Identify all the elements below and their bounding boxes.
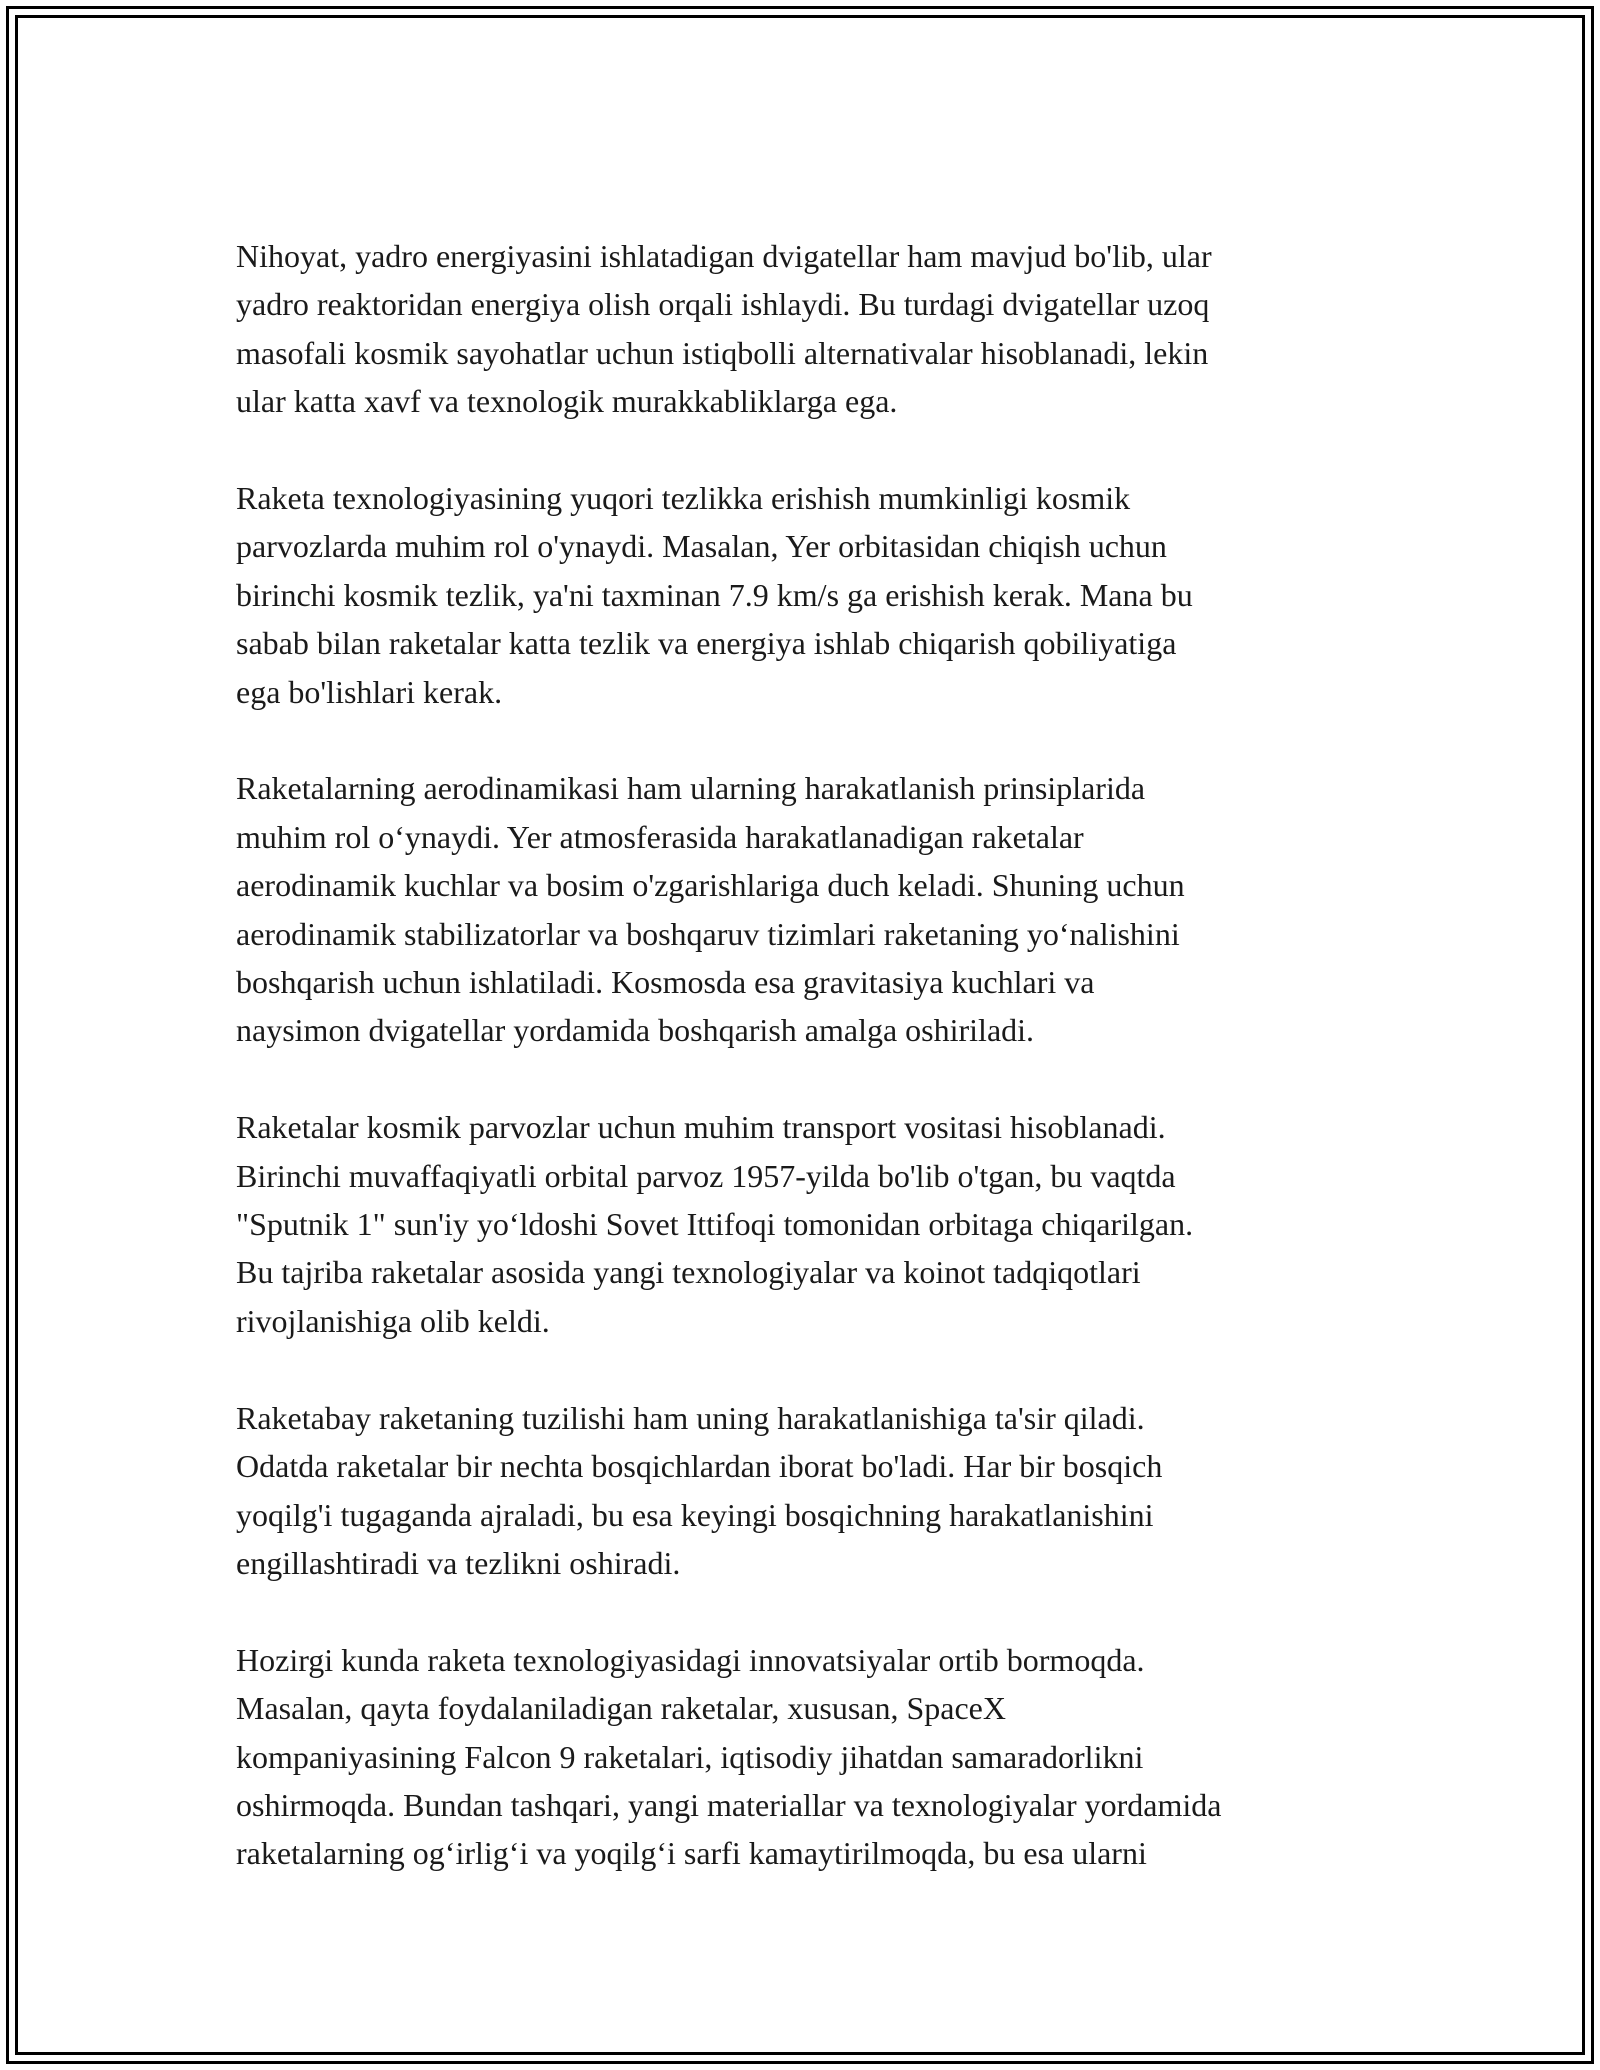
text-line: ular katta xavf va texnologik murakkabliklarga ega. [236,383,898,420]
text-line: Raketabay raketaning tuzilishi ham uning harakatlanishiga ta'sir qiladi. [236,1399,1145,1436]
text-line: Birinchi muvaffaqiyatli orbital parvoz 1957-yilda bo'lib o'tgan, bu vaqtda [236,1157,1176,1194]
text-line: parvozlarda muhim rol o'ynaydi. Masalan, Yer orbitasidan chiqish uchun [236,528,1167,565]
text-line: Bu tajriba raketalar asosida yangi texnologiyalar va koinot tadqiqotlari [236,1254,1141,1291]
paragraph-1 [236,232,1376,426]
paragraph-2 [236,474,1376,716]
text-line: engillashtiradi va tezlikni oshiradi. [236,1544,681,1581]
text-line: birinchi kosmik tezlik, ya'ni taxminan 7.9 km/s ga erishish kerak. Mana bu [236,576,1193,613]
text-line: masofali kosmik sayohatlar uchun istiqbolli alternativalar hisoblanadi, lekin [236,334,1209,371]
text-line: sabab bilan raketalar katta tezlik va energiya ishlab chiqarish qobiliyatiga [236,625,1177,662]
text-line: yoqilg'i tugaganda ajraladi, bu esa keyingi bosqichning harakatlanishini [236,1496,1154,1533]
text-line: Raketa texnologiyasining yuqori tezlikka erishish mumkinligi kosmik [236,480,1131,517]
text-line: "Sputnik 1" sun'iy yo‘ldoshi Sovet Ittifoqi tomonidan orbitaga chiqarilgan. [236,1206,1194,1243]
text-line: kompaniyasining Falcon 9 raketalari, iqtisodiy jihatdan samaradorlikni [236,1738,1144,1775]
text-line: aerodinamik stabilizatorlar va boshqaruv tizimlari raketaning yo‘nalishini [236,915,1180,952]
text-line: muhim rol o‘ynaydi. Yer atmosferasida harakatlanadigan raketalar [236,818,1084,855]
paragraph-5 [236,1394,1376,1588]
text-line: oshirmoqda. Bundan tashqari, yangi materiallar va texnologiyalar yordamida [236,1786,1222,1823]
paragraph-4 [236,1103,1376,1345]
text-line: Hozirgi kunda raketa texnologiyasidagi innovatsiyalar ortib bormoqda. [236,1641,1145,1678]
text-line: boshqarish uchun ishlatiladi. Kosmosda esa gravitasiya kuchlari va [236,964,1095,1001]
paragraph-6 [236,1636,1376,1878]
text-line: aerodinamik kuchlar va bosim o'zgarishlariga duch keladi. Shuning uchun [236,867,1185,904]
text-line: Raketalar kosmik parvozlar uchun muhim transport vositasi hisoblanadi. [236,1109,1166,1146]
text-line: Nihoyat, yadro energiyasini ishlatadigan dvigatellar ham mavjud bo'lib, ular [236,238,1212,274]
text-line: Odatda raketalar bir nechta bosqichlardan iborat bo'ladi. Har bir bosqich [236,1448,1163,1485]
text-line: naysimon dvigatellar yordamida boshqarish amalga oshiriladi. [236,1012,1035,1049]
paragraph-3 [236,764,1376,1054]
text-line: raketalarning og‘irlig‘i va yoqilg‘i sarfi kamaytirilmoqda, bu esa ularni [236,1835,1147,1872]
text-line: yadro reaktoridan energiya olish orqali ishlaydi. Bu turdagi dvigatellar uzoq [236,286,1210,323]
document-body [236,232,1376,1926]
text-line: ega bo'lishlari kerak. [236,673,503,710]
text-line: rivojlanishiga olib keldi. [236,1302,550,1339]
text-line: Masalan, qayta foydalaniladigan raketalar, xususan, SpaceX [236,1690,1006,1727]
text-line: Raketalarning aerodinamikasi ham ularning harakatlanish prinsiplarida [236,770,1146,807]
